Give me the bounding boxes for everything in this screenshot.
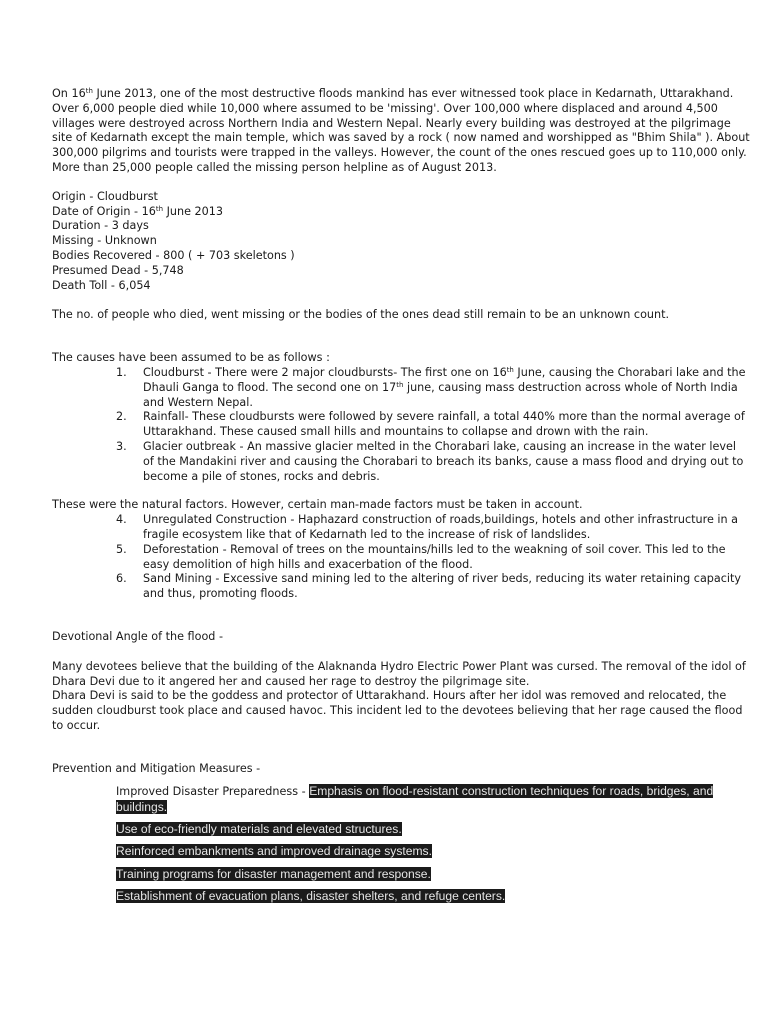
intro-text-body: June 2013, one of the most destructive floods mankind has ever witnessed took place in Kedarnath, Uttarakhand. Over 6,000 people died while 10,000 where assumed to be 'missing'. Over 100,000 where displaced and around 4,500 villages were destroyed across Northern India and Western Nepal. Nearly every building was destroyed at the pilgrimage site of Kedarnath except the main temple, which was saved by a rock ( now named and worshipped as "Bhim Shila" ). About 300,000 pilgrims and tourists were trapped in the valleys. However, the count of the ones rescued goes up to 110,000 only. More than 25,000 people called the missing person helpline as of August 2013. [52, 87, 750, 174]
document-page [52, 87, 752, 911]
causes-intro: The causes have been assumed to be as follows : [52, 351, 330, 365]
list-item-text: Sand Mining - Excessive sand mining led to the altering of river beds, reducing its water retaining capacity and thus, promoting floods. [143, 572, 742, 601]
highlighted-text: Training programs for disaster management and response. [116, 866, 431, 881]
list-item [52, 513, 750, 543]
ordinal-suffix: th [155, 204, 164, 213]
list-item [52, 440, 750, 484]
ordinal-suffix: th [85, 87, 93, 95]
fact-date [52, 205, 752, 220]
intro-paragraph [52, 87, 752, 176]
list-item-text: Unregulated Construction - Haphazard construction of roads,buildings, hotels and other infrastructure in a fragile ecosystem like that of Kedarnath led to the increase of risk of landslides. [143, 513, 739, 541]
list-number: 6. [116, 572, 127, 586]
fact-presumed: Presumed Dead - 5,748 [52, 263, 184, 277]
prevention-measures [116, 784, 716, 904]
fact-bodies: Bodies Recovered - 800 ( + 703 skeletons ) [52, 248, 295, 262]
unknown-count-text: The no. of people who died, went missing or the bodies of the ones dead still remain to be an unknown count. [52, 308, 670, 322]
ordinal-suffix: th [396, 380, 404, 389]
prevention-heading: Prevention and Mitigation Measures - [52, 761, 261, 775]
facts-list [52, 190, 752, 294]
list-item-text: Glacier outbreak - An massive glacier melted in the Chorabari lake, causing an increase in the water level of the Mandakini river and causing the Chorabari to breach its banks, cause a mass flood and drying out to become a pile of stones, rocks and debris. [143, 439, 744, 483]
manmade-intro: These were the natural factors. However, certain man-made factors must be taken in account. [52, 498, 583, 512]
fact-date-value: June 2013 [163, 204, 223, 218]
measure-lead: Improved Disaster Preparedness - [116, 785, 310, 799]
list-item [52, 572, 750, 602]
list-number: 3. [116, 439, 127, 453]
list-item [52, 543, 750, 573]
list-number: 2. [116, 410, 127, 424]
measure-item [116, 844, 716, 859]
fact-date-label: Date of Origin - 16 [52, 204, 156, 218]
highlighted-text: Use of eco-friendly materials and elevated structures. [116, 822, 402, 837]
highlighted-text: Establishment of evacuation plans, disaster shelters, and refuge centers. [116, 888, 506, 903]
intro-text-start: On 16 [52, 87, 86, 100]
highlighted-text: Reinforced embankments and improved drainage systems. [116, 844, 432, 859]
list-item: 1. Cloudburst - There were 2 major cloudbursts- The first one on 16th June, causing the Chorabari lake and the Dhauli Ganga to flood. The second one on 17th june, causing mass destruction across whole of North India and Western Nepal. [116, 365, 746, 409]
list-number: 1. [116, 365, 127, 379]
fact-origin: Origin - Cloudburst [52, 189, 158, 203]
list-item-text: Rainfall- These cloudbursts were followed by severe rainfall, a total 440% more than the normal average of Uttarakhand. These caused small hills and mountains to collapse and drown with the rain. [143, 410, 745, 439]
natural-causes-list [52, 366, 752, 484]
manmade-causes-list [52, 513, 752, 602]
fact-missing: Missing - Unknown [52, 234, 157, 248]
measure-item [116, 784, 716, 815]
list-item-text: Deforestation - Removal of trees on the mountains/hills led to the weakning of soil cover. This led to the easy demolition of high hills and exacerbation of the flood. [143, 542, 726, 571]
fact-toll: Death Toll - 6,054 [52, 278, 151, 292]
ordinal-suffix: th [506, 365, 514, 374]
list-number: 4. [116, 513, 127, 527]
fact-duration: Duration - 3 days [52, 219, 149, 233]
measure-item [116, 822, 716, 837]
devotional-paragraph: Dhara Devi is said to be the goddess and protector of Uttarakhand. Hours after her idol was removed and relocated, the sudden cloudburst took place and caused havoc. This incident led to the devotees believing that her rage caused the flood to occur. [52, 689, 743, 732]
list-item [52, 410, 750, 440]
measure-item [116, 889, 716, 904]
measure-item [116, 867, 716, 882]
highlighted-text: Emphasis on flood-resistant construction techniques for roads, bridges, and buildings. [116, 784, 714, 814]
devotional-paragraph: Many devotees believe that the building of the Alaknanda Hydro Electric Power Plant was cursed. The removal of the idol of Dhara Devi due to it angered her and caused her rage to destroy the pilgrimage site. [52, 659, 746, 688]
devotional-heading: Devotional Angle of the flood - [52, 629, 223, 643]
list-number: 5. [116, 542, 127, 556]
